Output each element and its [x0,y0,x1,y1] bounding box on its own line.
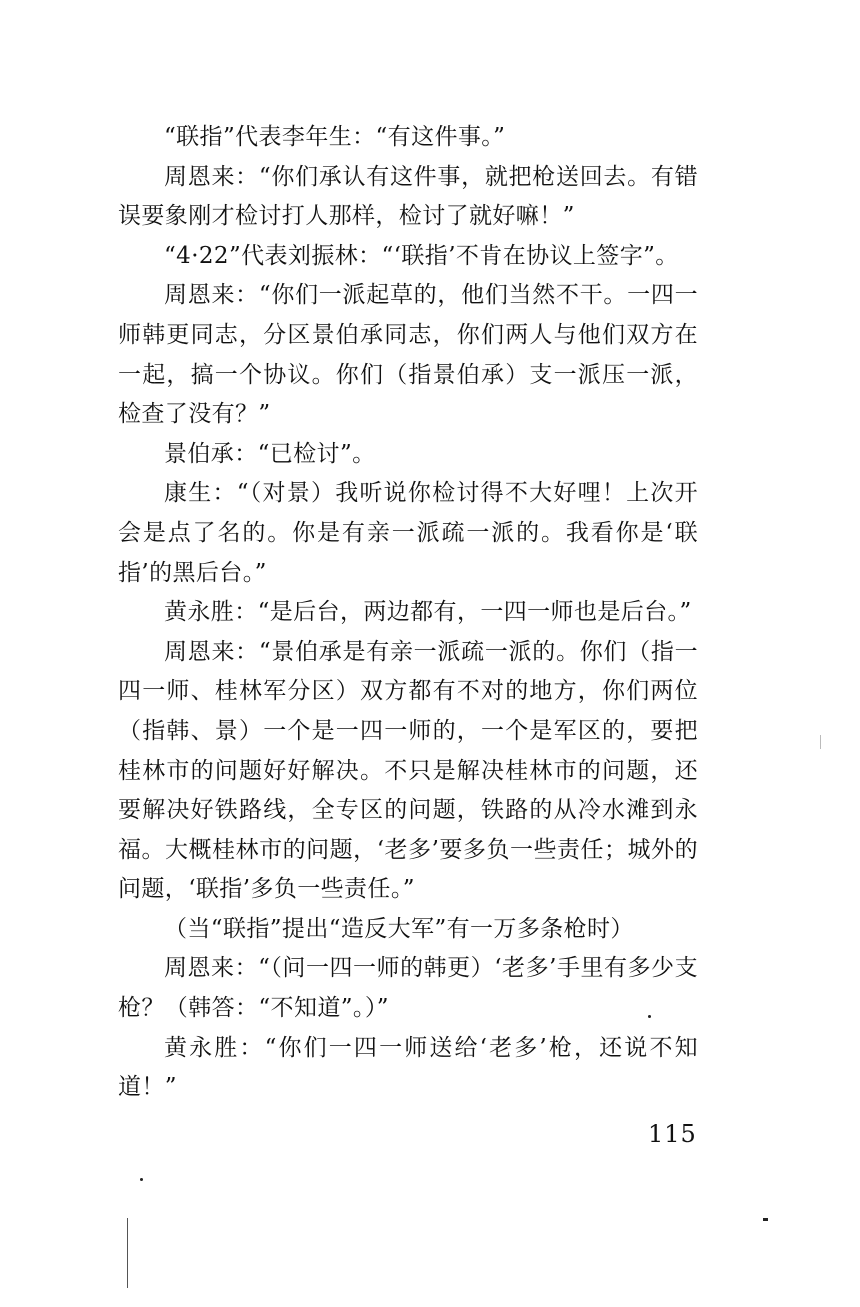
paragraph-6: 康生：“（对景）我听说你检讨得不大好哩！上次开会是点了名的。你是有亲一派疏一派的。我看你是‘联指’的黑后台。” [118,480,698,586]
paragraph-7: 黄永胜：“是后台，两边都有，一四一师也是后台。” [164,599,692,626]
paragraph-5: 景伯承：“已检讨”。 [164,440,376,467]
scan-binding-line [127,1218,128,1288]
paragraph-2: 周恩来：“你们承认有这件事，就把枪送回去。有错误要象刚才检讨打人那样，检讨了就好嘛！” [118,163,698,230]
paragraph-8: 周恩来：“景伯承是有亲一派疏一派的。你们（指一四一师、桂林军分区）双方都有不对的地方，你们两位（指韩、景）一个是一四一师的，一个是军区的，要把桂林市的问题好好解决。不只是解决桂林市的问题，还要解决好铁路线，全专区的问题，铁路的从冷水滩到永福。大概桂林市的问题，‘老多’要多负一些责任；城外的问题，‘联指’多负一些责任。” [118,638,698,903]
scan-speck [648,1015,651,1018]
page-number: 115 [648,1120,697,1148]
paragraph-4: 周恩来：“你们一派起草的，他们当然不干。一四一师韩更同志，分区景伯承同志，你们两人与他们双方在一起，搞一个协议。你们（指景伯承）支一派压一派，检查了没有？” [118,282,698,428]
paragraph-3: “4·22”代表刘振林：“‘联指’不肯在协议上签字”。 [164,242,679,269]
paragraph-11: 黄永胜：“你们一四一师送给‘老多’枪，还说不知道！” [118,1034,698,1101]
scan-speck [140,1178,143,1181]
scan-speck [763,1218,768,1221]
paragraph-10: 周恩来：“（问一四一师的韩更）‘老多’手里有多少支枪？（韩答：“不知道”。）” [118,955,698,1022]
paragraph-9: （当“联指”提出“造反大军”有一万多条枪时） [164,915,634,942]
scan-speck [820,735,821,749]
body-text [118,118,698,1108]
paragraph-1: “联指”代表李年生：“有这件事。” [164,124,506,150]
